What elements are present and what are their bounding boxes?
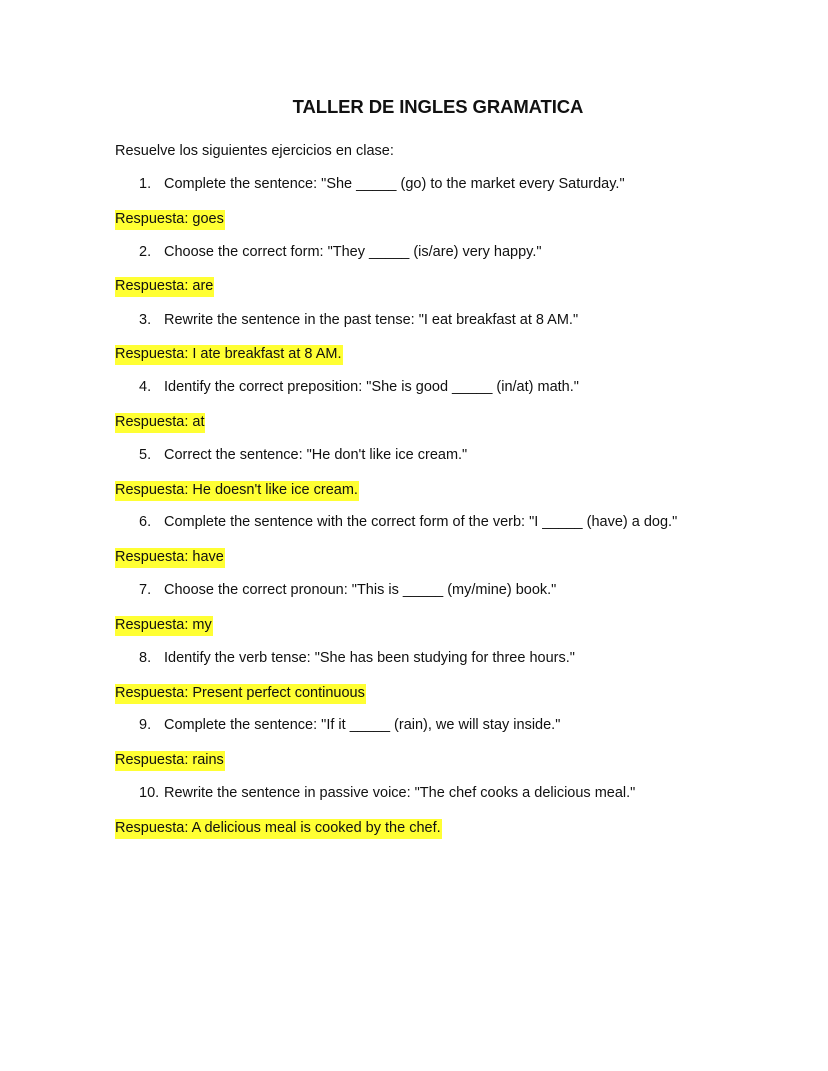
exercise-question-1 — [139, 176, 625, 192]
exercise-answer-4: Respuesta: at — [115, 413, 205, 433]
exercise-answer-6: Respuesta: have — [115, 548, 225, 568]
exercise-answer-10: Respuesta: A delicious meal is cooked by the chef. — [115, 819, 442, 839]
exercise-answer-3: Respuesta: I ate breakfast at 8 AM. — [115, 345, 343, 365]
exercise-question-3 — [139, 312, 578, 328]
exercise-question-text: Complete the sentence with the correct form of the verb: "I _____ (have) a dog." — [164, 514, 678, 530]
intro-text: Resuelve los siguientes ejercicios en clase: — [115, 143, 394, 159]
exercise-question-text: Correct the sentence: "He don't like ice cream." — [164, 447, 468, 463]
exercise-number: 1. — [139, 176, 152, 192]
exercise-answer-8: Respuesta: Present perfect continuous — [115, 684, 366, 704]
exercise-number: 9. — [139, 717, 152, 733]
exercise-answer-1: Respuesta: goes — [115, 210, 225, 230]
exercise-number: 5. — [139, 447, 152, 463]
exercise-number: 2. — [139, 244, 152, 260]
exercise-number: 8. — [139, 650, 152, 666]
exercise-question-6 — [139, 514, 677, 530]
exercise-number: 3. — [139, 312, 152, 328]
exercise-question-7 — [139, 582, 556, 598]
exercise-question-text: Identify the correct preposition: "She is good _____ (in/at) math." — [164, 379, 579, 395]
exercise-question-text: Choose the correct pronoun: "This is _____ (my/mine) book." — [164, 582, 557, 598]
exercise-question-8 — [139, 650, 575, 666]
exercise-question-text: Complete the sentence: "If it _____ (rain), we will stay inside." — [164, 717, 561, 733]
exercise-question-5 — [139, 447, 467, 463]
exercise-question-text: Rewrite the sentence in passive voice: "The chef cooks a delicious meal." — [164, 785, 636, 801]
exercise-question-text: Rewrite the sentence in the past tense: "I eat breakfast at 8 AM." — [164, 312, 579, 328]
exercise-answer-2: Respuesta: are — [115, 277, 214, 297]
exercise-question-4 — [139, 379, 579, 395]
exercise-number: 10. — [139, 785, 160, 801]
exercise-question-text: Complete the sentence: "She _____ (go) to the market every Saturday." — [164, 176, 625, 192]
exercise-number: 7. — [139, 582, 152, 598]
exercise-question-10 — [139, 785, 635, 801]
exercise-question-2 — [139, 244, 542, 260]
exercise-question-text: Choose the correct form: "They _____ (is/are) very happy." — [164, 244, 542, 260]
exercise-answer-9: Respuesta: rains — [115, 751, 225, 771]
exercise-number: 6. — [139, 514, 152, 530]
exercise-question-9 — [139, 717, 560, 733]
exercise-number: 4. — [139, 379, 152, 395]
document-title: TALLER DE INGLES GRAMATICA — [292, 96, 584, 117]
exercise-answer-5: Respuesta: He doesn't like ice cream. — [115, 481, 359, 501]
exercise-answer-7: Respuesta: my — [115, 616, 213, 636]
exercise-question-text: Identify the verb tense: "She has been studying for three hours." — [164, 650, 575, 666]
